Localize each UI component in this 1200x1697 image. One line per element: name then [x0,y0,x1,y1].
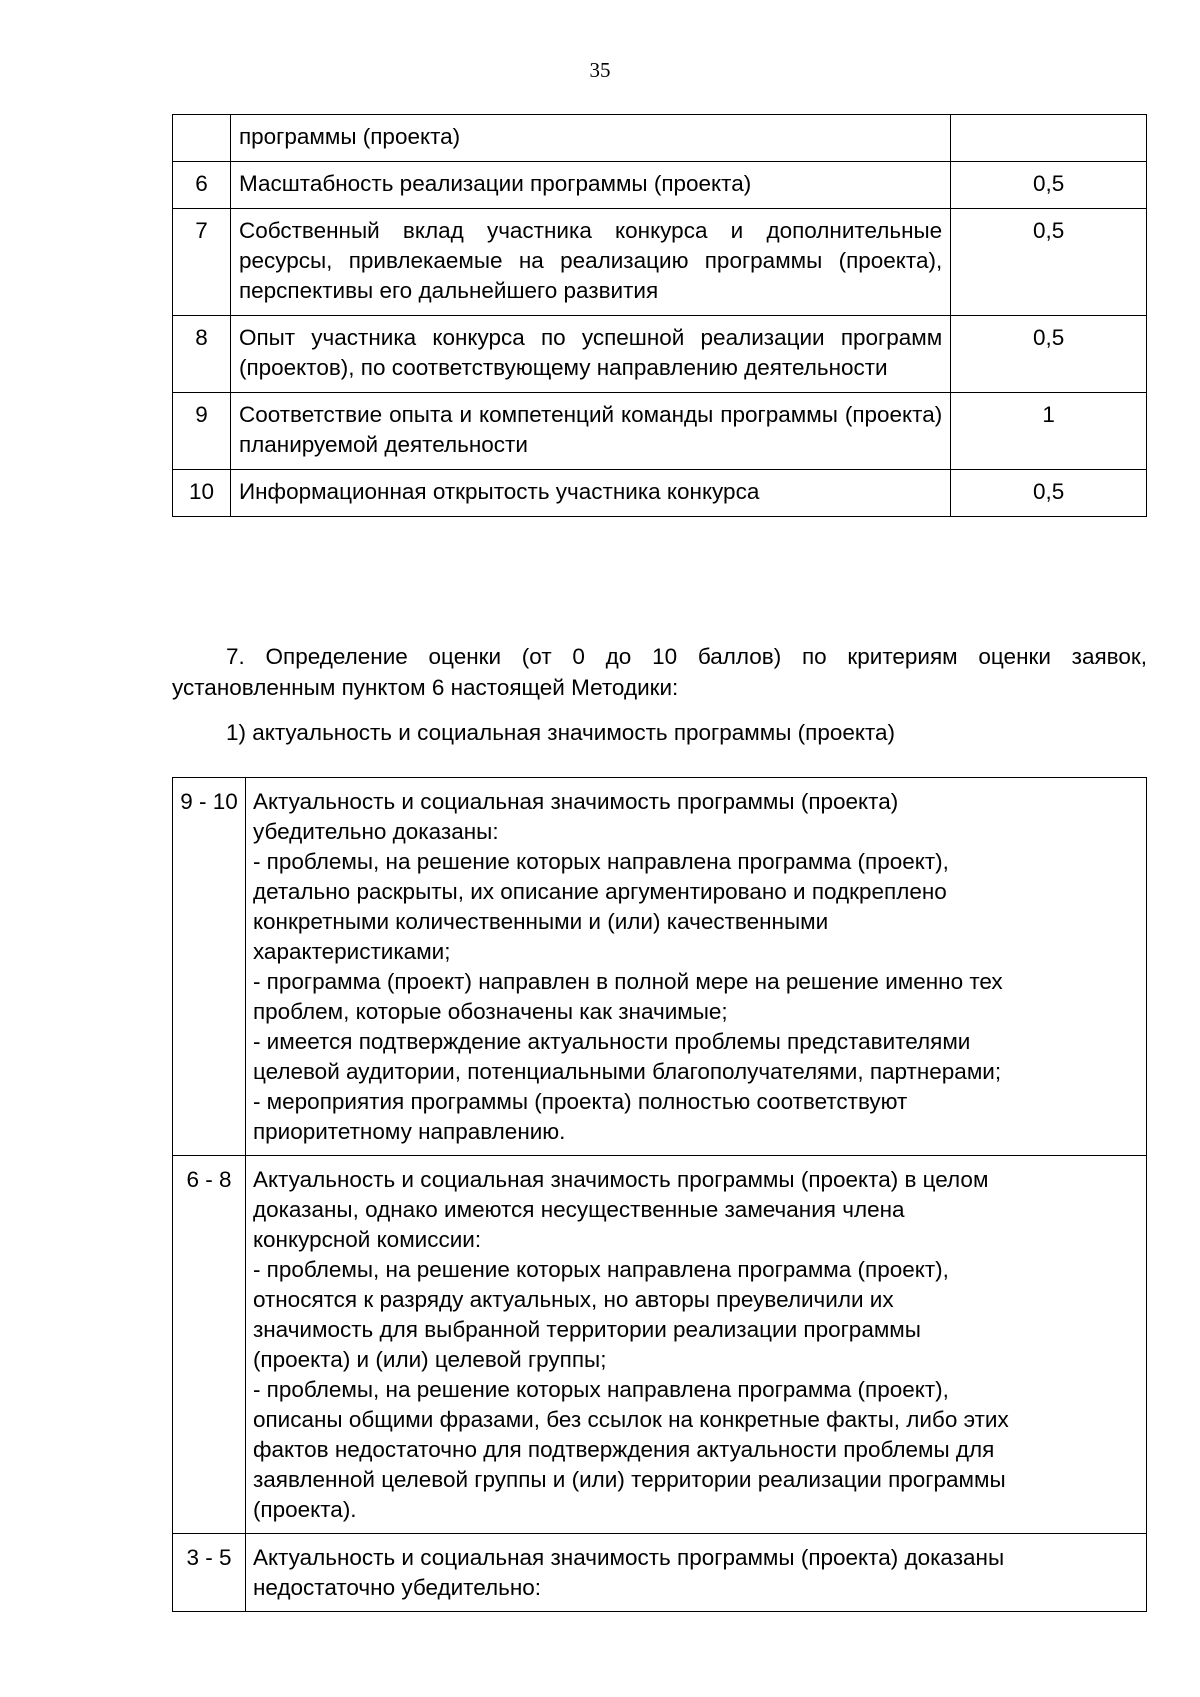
description-line: проблем, которые обозначены как значимые; [252,999,728,1024]
criteria-number: 10 [173,470,231,517]
description-line: значимость для выбранной территории реализации программы [252,1317,921,1342]
criteria-number: 6 [173,162,231,209]
score-range: 9 - 10 [173,778,246,1156]
description-line: - проблемы, на решение которых направлена программа (проект), [252,1377,949,1402]
criteria-row [173,316,1147,393]
description-line: Актуальность и социальная значимость программы (проекта) в целом [252,1167,989,1192]
description-line: фактов недостаточно для подтверждения актуальности проблемы для [252,1437,995,1462]
description-line: - мероприятия программы (проекта) полностью соответствуют [252,1089,908,1114]
criteria-weight: 0,5 [951,316,1147,393]
description-line: (проекта) и (или) целевой группы; [252,1347,607,1372]
description-line: конкурсной комиссии: [252,1227,482,1252]
criteria-name: Собственный вклад участника конкурса и дополнительные ресурсы, привлекаемые на реализацию программы (проекта), перспективы его дальнейшего развития [230,209,950,316]
description-line: описаны общими фразами, без ссылок на конкретные факты, либо этих [252,1407,1009,1432]
description-line: - проблемы, на решение которых направлена программа (проект), [252,849,949,874]
score-range: 3 - 5 [173,1534,246,1612]
criteria-weight: 0,5 [951,470,1147,517]
description-line: приоритетному направлению. [252,1119,566,1144]
criteria-weight: 0,5 [951,209,1147,316]
description-line: заявленной целевой группы и (или) территории реализации программы [252,1467,1006,1492]
description-line: доказаны, однако имеются несущественные замечания члена [252,1197,905,1222]
criteria-row [173,209,1147,316]
description-line: целевой аудитории, потенциальными благополучателями, партнерами; [252,1059,1002,1084]
description-line: детально раскрыты, их описание аргументировано и подкреплено [252,879,947,904]
score-table [172,777,1147,1612]
criteria-name: Опыт участника конкурса по успешной реализации программ (проектов), по соответствующему направлению деятельности [230,316,950,393]
score-row [173,778,1147,1156]
page-number: 35 [589,58,611,82]
score-description [245,778,1146,1156]
subparagraph-1: 1) актуальность и социальная значимость программы (проекта) [226,720,896,745]
description-line: - программа (проект) направлен в полной мере на решение именно тех [252,969,1003,994]
description-line: - имеется подтверждение актуальности проблемы представителями [252,1029,971,1054]
paragraph-7: 7. Определение оценки (от 0 до 10 баллов) по критериям оценки заявок, установленным пунктом 6 настоящей Методики: [172,644,1147,700]
criteria-row [173,470,1147,517]
criteria-name: Соответствие опыта и компетенций команды программы (проекта) планируемой деятельности [230,393,950,470]
criteria-name: Масштабность реализации программы (проекта) [230,162,950,209]
criteria-row [173,162,1147,209]
description-line: характеристиками; [252,939,451,964]
description-line: недостаточно убедительно: [252,1575,542,1600]
criteria-table [172,114,1147,517]
description-line: Актуальность и социальная значимость программы (проекта) [252,789,899,814]
criteria-number: 7 [173,209,231,316]
score-row [173,1534,1147,1612]
score-description [245,1156,1146,1534]
description-line: конкретными количественными и (или) качественными [252,909,829,934]
description-line: относятся к разряду актуальных, но авторы преувеличили их [252,1287,894,1312]
description-line: убедительно доказаны: [252,819,499,844]
criteria-weight: 0,5 [951,162,1147,209]
description-line: - проблемы, на решение которых направлена программа (проект), [252,1257,949,1282]
criteria-number [173,115,231,162]
criteria-weight [951,115,1147,162]
description-line: (проекта). [252,1497,357,1522]
criteria-row [173,393,1147,470]
criteria-weight: 1 [951,393,1147,470]
criteria-row [173,115,1147,162]
criteria-name: Информационная открытость участника конкурса [230,470,950,517]
criteria-number: 8 [173,316,231,393]
score-description [245,1534,1146,1612]
criteria-name: программы (проекта) [230,115,950,162]
criteria-number: 9 [173,393,231,470]
score-range: 6 - 8 [173,1156,246,1534]
description-line: Актуальность и социальная значимость программы (проекта) доказаны [252,1545,1005,1570]
score-row [173,1156,1147,1534]
